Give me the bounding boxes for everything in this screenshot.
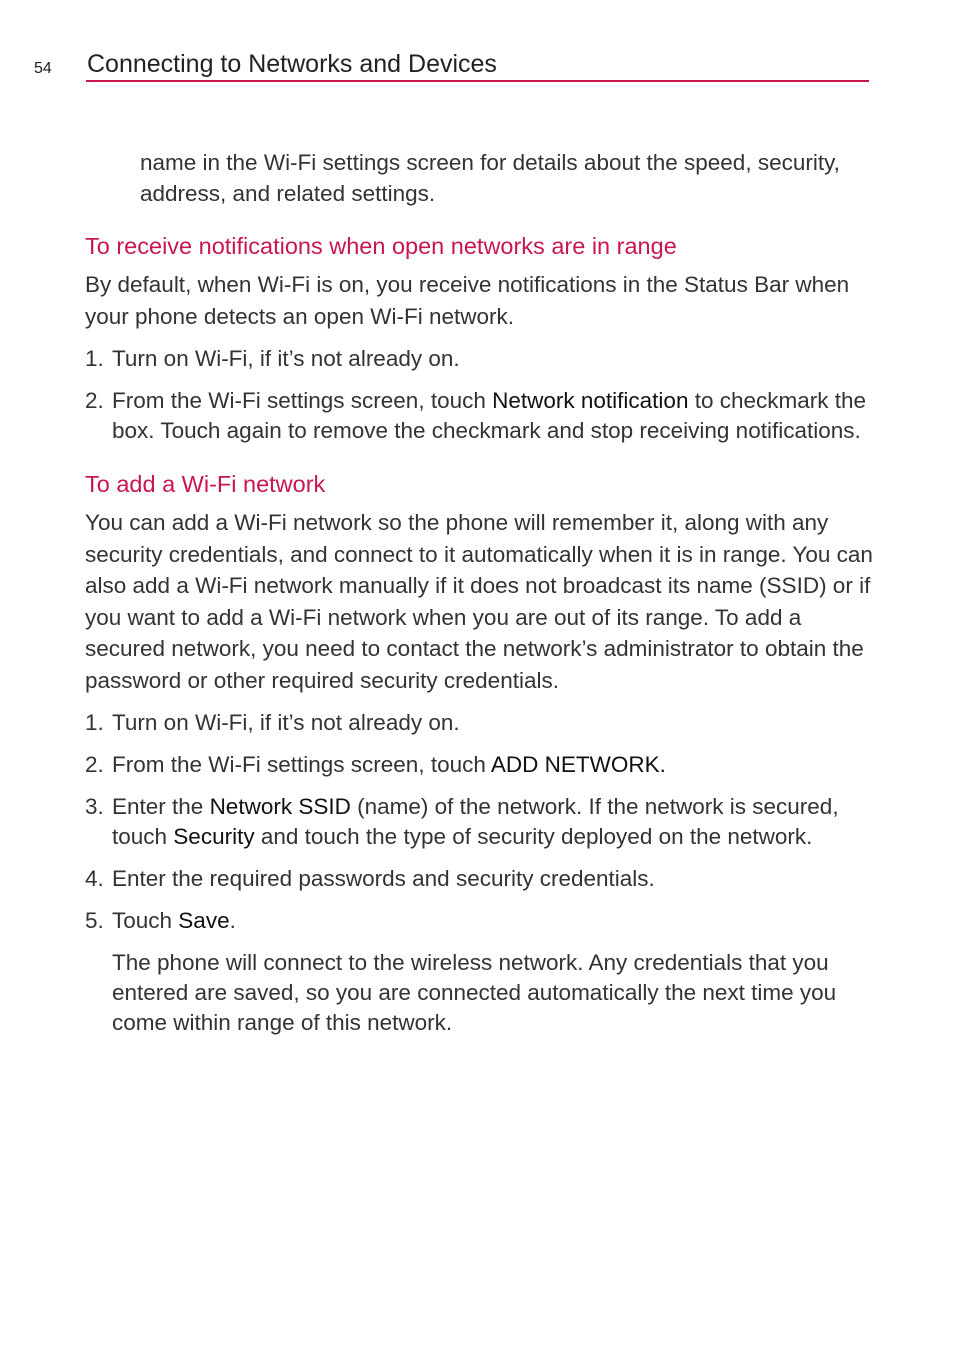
- step-text-segment: From the Wi-Fi settings screen, touch: [112, 388, 493, 413]
- step-number: 1.: [85, 346, 104, 371]
- step-number: 3.: [85, 794, 104, 819]
- step-text-segment: From the Wi-Fi settings screen, touch: [112, 752, 491, 777]
- step-number: 2.: [85, 752, 104, 777]
- ui-term-add-network: ADD NETWORK.: [490, 752, 666, 777]
- list-item: [85, 708, 875, 738]
- step-text: Turn on Wi-Fi, if it’s not already on.: [112, 710, 460, 735]
- list-item: [85, 906, 875, 936]
- page-body: [85, 148, 875, 1038]
- header-rule: [86, 80, 869, 82]
- step-text: [112, 906, 875, 936]
- section-heading-notifications: To receive notifications when open networks are in range: [85, 233, 677, 259]
- section-notifications-body: By default, when Wi-Fi is on, you receive notifications in the Status Bar when your phone detects an open Wi-Fi network.: [85, 272, 850, 329]
- step-result-note: The phone will connect to the wireless network. Any credentials that you entered are saved, so you are connected automatically the next time you come within range of this network.: [112, 950, 837, 1035]
- list-item: [85, 386, 875, 446]
- step-text-segment: Enter the: [112, 794, 210, 819]
- step-text-segment: .: [229, 908, 236, 933]
- step-text-segment: (name) of the network. If the network is secured, touch: [112, 794, 839, 849]
- step-text-segment: and touch the type of security deployed on the network.: [254, 824, 813, 849]
- page-number: 54: [34, 60, 52, 77]
- ui-term-security: Security: [173, 824, 255, 849]
- list-item: [85, 864, 875, 894]
- step-number: 1.: [85, 710, 104, 735]
- step-text: [112, 750, 875, 780]
- list-item: [85, 792, 875, 852]
- step-text: [112, 386, 875, 446]
- list-item: [85, 750, 875, 780]
- ui-term-save: Save: [178, 908, 230, 933]
- step-text: Turn on Wi-Fi, if it’s not already on.: [112, 346, 460, 371]
- step-text: [112, 792, 875, 852]
- step-text-segment: Touch: [112, 908, 179, 933]
- ui-term-network-ssid: Network SSID: [209, 794, 351, 819]
- section-heading-add-network: To add a Wi-Fi network: [85, 471, 326, 497]
- page-header: [34, 48, 870, 84]
- step-number: 2.: [85, 388, 104, 413]
- ui-term-network-notification: Network notification: [492, 388, 689, 413]
- step-text: Enter the required passwords and security credentials.: [112, 866, 655, 891]
- intro-paragraph: name in the Wi-Fi settings screen for details about the speed, security, address, and related settings.: [140, 150, 840, 206]
- section-add-network-body: You can add a Wi-Fi network so the phone will remember it, along with any security credentials, and connect to it automatically when it is in range. You can also add a Wi-Fi network manually if it does not broadcast its name (SSID) or if you want to add a Wi-Fi network when you are out of its range. To add a secured network, you need to contact the network’s administrator to obtain the password or other required security credentials.: [85, 510, 873, 693]
- list-item: [85, 344, 875, 374]
- step-number: 4.: [85, 866, 104, 891]
- step-text-segment: to checkmark the box. Touch again to remove the checkmark and stop receiving notifications.: [112, 388, 867, 443]
- step-number: 5.: [85, 908, 104, 933]
- chapter-title: Connecting to Networks and Devices: [87, 50, 497, 78]
